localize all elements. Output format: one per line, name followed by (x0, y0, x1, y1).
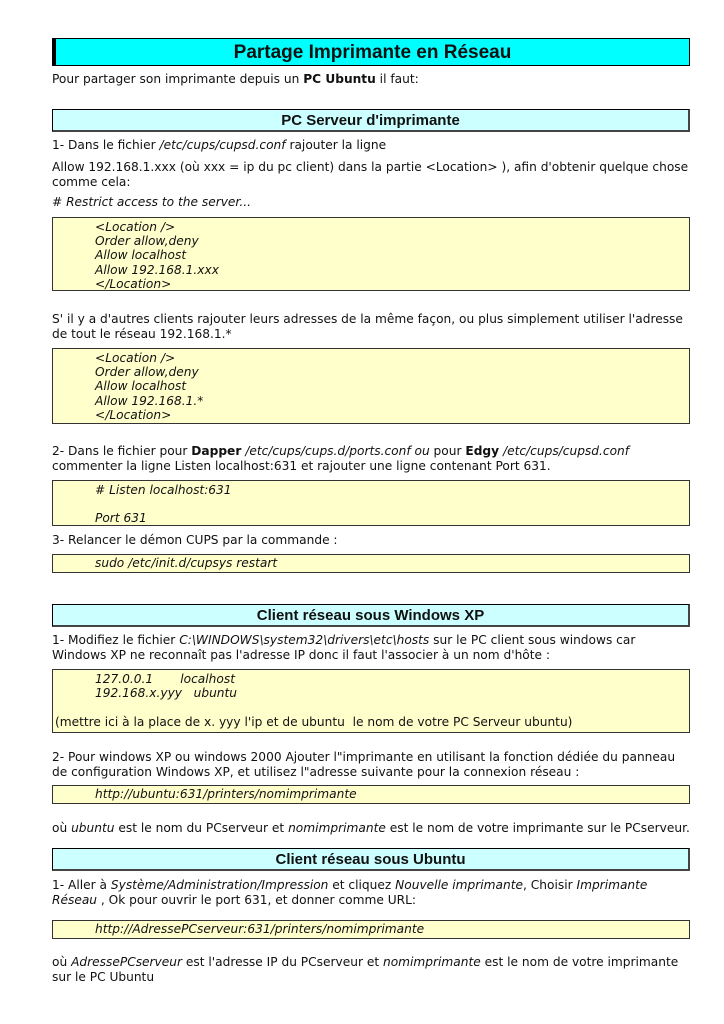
code-line: Allow 192.168.1.* (95, 393, 204, 408)
code-line: Allow localhost (95, 379, 187, 394)
server-step2: 2- Dans le fichier pour Dapper /etc/cups/cups.d/ports.conf ou pour Edgy /etc/cups/cupsd.conf commenter la ligne Listen localhost:631 et rajouter une ligne contenant Port 631. (52, 444, 630, 473)
code-line: Order allow,deny (95, 234, 199, 249)
code-line: # Listen localhost:631 (95, 483, 232, 497)
code-block-location-1 (52, 217, 690, 291)
section-ubuntu-heading: Client réseau sous Ubuntu (52, 848, 690, 871)
section-winxp-heading: Client réseau sous Windows XP (52, 604, 690, 627)
printer-url: http://AdressePCserveur:631/printers/nomimprimante (95, 922, 425, 936)
ubuntu-where: où AdressePCserveur est l'adresse IP du PCserveur et nomimprimante est le nom de votre imprimante sur le PC Ubuntu (52, 955, 679, 984)
code-block-hosts (52, 669, 690, 733)
server-para2: S' il y a d'autres clients rajouter leurs adresses de la même façon, ou plus simplement utiliser l'adresse de tout le réseau 192.168.1.* (52, 312, 683, 341)
code-line: Allow 192.168.1.xxx (95, 262, 219, 277)
code-line: </Location> (95, 276, 172, 291)
code-block-ports (52, 480, 690, 526)
intro-text: Pour partager son imprimante depuis un PC Ubuntu il faut: (52, 72, 419, 86)
code-line: </Location> (95, 407, 172, 422)
code-line: sudo /etc/init.d/cupsys restart (95, 556, 278, 570)
server-allow-text: Allow 192.168.1.xxx (où xxx = ip du pc client) dans la partie <Location> ), afin d'obtenir quelque chose comme cela: (52, 160, 689, 189)
winxp-step2: 2- Pour windows XP ou windows 2000 Ajouter l"imprimante en utilisant la fonction dédiée du panneau de configuration Windows XP, et utilisez l"adresse suivante pour la connexion réseau : (52, 750, 676, 779)
code-line: 127.0.0.1 localhost (95, 672, 235, 686)
code-line: Allow localhost (95, 248, 187, 263)
server-restrict-text: # Restrict access to the server... (52, 195, 251, 209)
winxp-where: où ubuntu est le nom du PCserveur et nomimprimante est le nom de votre imprimante sur le PCserveur. (52, 821, 690, 835)
page-title: Partage Imprimante en Réseau (52, 38, 690, 66)
section-server-heading: PC Serveur d'imprimante (52, 109, 690, 132)
code-block-restart (52, 554, 690, 573)
hosts-note: (mettre ici à la place de x. yyy l'ip et de ubuntu le nom de votre PC Serveur ubuntu) (55, 714, 573, 729)
code-line: <Location /> (95, 220, 176, 234)
code-line (95, 497, 685, 511)
server-step3: 3- Relancer le démon CUPS par la commande : (52, 533, 338, 547)
code-line: Order allow,deny (95, 365, 199, 380)
code-line: <Location /> (95, 351, 176, 365)
ubuntu-step1: 1- Aller à Système/Administration/Impression et cliquez Nouvelle imprimante, Choisir Imprimante Réseau , Ok pour ouvrir le port 631, et donner comme URL: (52, 878, 648, 907)
printer-url: http://ubuntu:631/printers/nomimprimante (95, 787, 357, 801)
code-line: 192.168.x.yyy ubuntu (95, 686, 238, 701)
code-line (95, 700, 685, 714)
winxp-step1: 1- Modifiez le fichier C:\WINDOWS\system32\drivers\etc\hosts sur le PC client sous windows car Windows XP ne reconnaît pas l'adresse IP donc il faut l'associer à un nom d'hôte : (52, 633, 636, 662)
server-step1: 1- Dans le fichier /etc/cups/cupsd.conf rajouter la ligne (52, 138, 387, 152)
code-line: Port 631 (95, 511, 147, 526)
code-block-winxp-url (52, 785, 690, 804)
code-block-location-2 (52, 348, 690, 424)
code-block-ubuntu-url (52, 920, 690, 939)
